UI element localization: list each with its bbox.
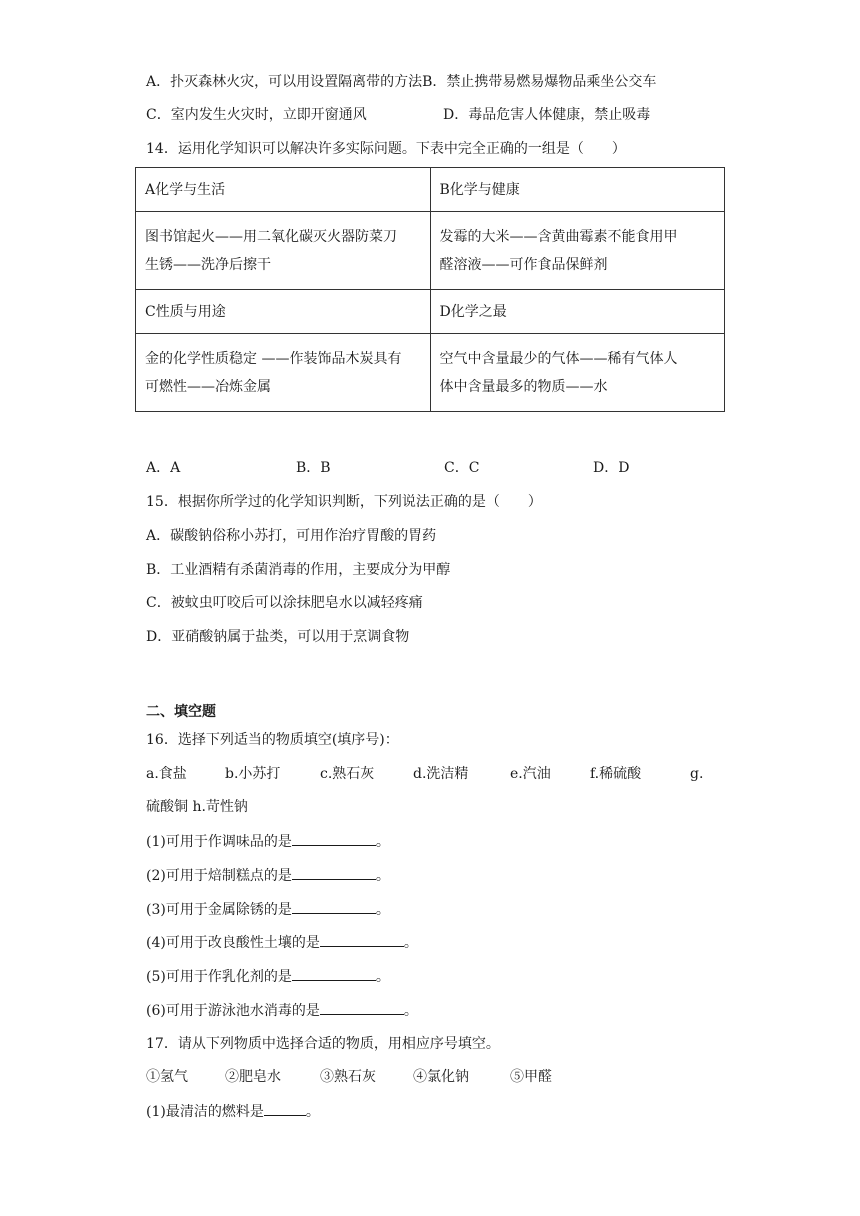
q15-option-c: C．被蚊虫叮咬后可以涂抹肥皂水以减轻疼痛 [146,595,423,611]
answer-blank[interactable] [292,865,376,880]
section-title: 二、填空题 [146,704,216,720]
q16-stem: 16．选择下列适当的物质填空(填序号)： [146,732,399,748]
choice-f: f.稀硫酸 [590,766,642,782]
choice-4: ④氯化钠 [413,1069,469,1085]
table-cell-a-title: A化学与生活 [136,168,431,212]
cell-line: 醛溶液——可作食品保鲜剂 [439,256,608,273]
q16-item-3 [146,899,390,920]
answer-blank[interactable] [320,932,404,947]
item-text: (3)可用于金属除锈的是 [146,902,292,918]
q13-options-row1 [146,72,656,92]
item-text: (1)最清洁的燃料是 [146,1104,264,1120]
q14-stem: 14．运用化学知识可以解决许多实际问题。下表中完全正确的一组是（ ） [146,141,626,157]
q16-item-1 [146,831,390,852]
choice-3: ③熟石灰 [320,1069,376,1085]
item-text: (5)可用于作乳化剂的是 [146,969,292,985]
q14-option-d: D．D [593,460,630,476]
choice-b: b.小苏打 [225,766,281,782]
cell-line: 金的化学性质稳定 ——作装饰品木炭具有 [145,350,402,367]
q15-option-a: A．碳酸钠俗称小苏打，可用作治疗胃酸的胃药 [146,528,437,544]
answer-blank[interactable] [264,1101,306,1116]
answer-blank[interactable] [320,1000,404,1015]
item-end: 。 [403,935,418,951]
cell-line: 生锈——洗净后擦干 [145,256,271,273]
cell-line: 体中含量最多的物质——水 [439,378,608,395]
item-end: 。 [403,1003,418,1019]
table-cell-d-content [430,334,725,412]
q16-choices-line2: 硫酸铜 h.苛性钠 [146,799,248,815]
q16-item-4 [146,932,418,953]
cell-line: 空气中含量最少的气体——稀有气体人 [439,350,678,367]
item-text: (1)可用于作调味品的是 [146,834,292,850]
item-end: 。 [375,834,390,850]
choice-d: d.洗洁精 [413,766,469,782]
choice-2: ②肥皂水 [225,1069,281,1085]
q15-stem: 15．根据你所学过的化学知识判断，下列说法正确的是（ ） [146,494,542,510]
item-text: (4)可用于改良酸性土壤的是 [146,935,320,951]
table-cell-a-content [136,212,431,290]
table-cell-b-title: B化学与健康 [430,168,725,212]
table-cell-d-title: D化学之最 [430,290,725,334]
q13-option-c: C．室内发生火灾时，立即开窗通风 [146,107,367,123]
q15-option-b: B．工业酒精有杀菌消毒的作用，主要成分为甲醇 [146,562,451,578]
cell-line: 可燃性——冶炼金属 [145,378,271,395]
choice-c: c.熟石灰 [320,766,375,782]
item-end: 。 [375,902,390,918]
cell-line: 图书馆起火——用二氧化碳灭火器防菜刀 [145,228,397,245]
table-cell-c-title: C性质与用途 [136,290,431,334]
answer-blank[interactable] [292,831,376,846]
q16-item-6 [146,1000,418,1021]
item-end: 。 [375,969,390,985]
q14-table [135,167,725,412]
q15-option-d: D．亚硝酸钠属于盐类，可以用于烹调食物 [146,629,410,645]
q16-item-2 [146,865,390,886]
item-text: (2)可用于焙制糕点的是 [146,868,292,884]
q14-option-a: A．A [146,460,181,476]
choice-1: ①氢气 [146,1069,188,1085]
item-text: (6)可用于游泳池水消毒的是 [146,1003,320,1019]
choice-e: e.汽油 [510,766,551,782]
q13-option-d: D．毒品危害人体健康，禁止吸毒 [443,107,651,123]
q13-option-b: B．禁止携带易燃易爆物品乘坐公交车 [422,74,657,90]
answer-blank[interactable] [292,966,376,981]
choice-a: a.食盐 [146,766,187,782]
q17-stem: 17．请从下列物质中选择合适的物质，用相应序号填空。 [146,1036,500,1052]
q13-option-a: A．扑灭森林火灾，可以用设置隔离带的方法 [146,74,423,90]
answer-blank[interactable] [292,899,376,914]
item-end: 。 [375,868,390,884]
q16-item-5 [146,966,390,987]
q17-item-1 [146,1101,320,1122]
choice-g: g. [690,766,704,782]
choice-5: ⑤甲醛 [510,1069,552,1085]
q14-option-c: C．C [444,460,480,476]
table-cell-b-content [430,212,725,290]
item-end: 。 [305,1104,320,1120]
q14-option-b: B．B [296,460,331,476]
table-cell-c-content [136,334,431,412]
cell-line: 发霉的大米——含黄曲霉素不能食用甲 [439,228,678,245]
